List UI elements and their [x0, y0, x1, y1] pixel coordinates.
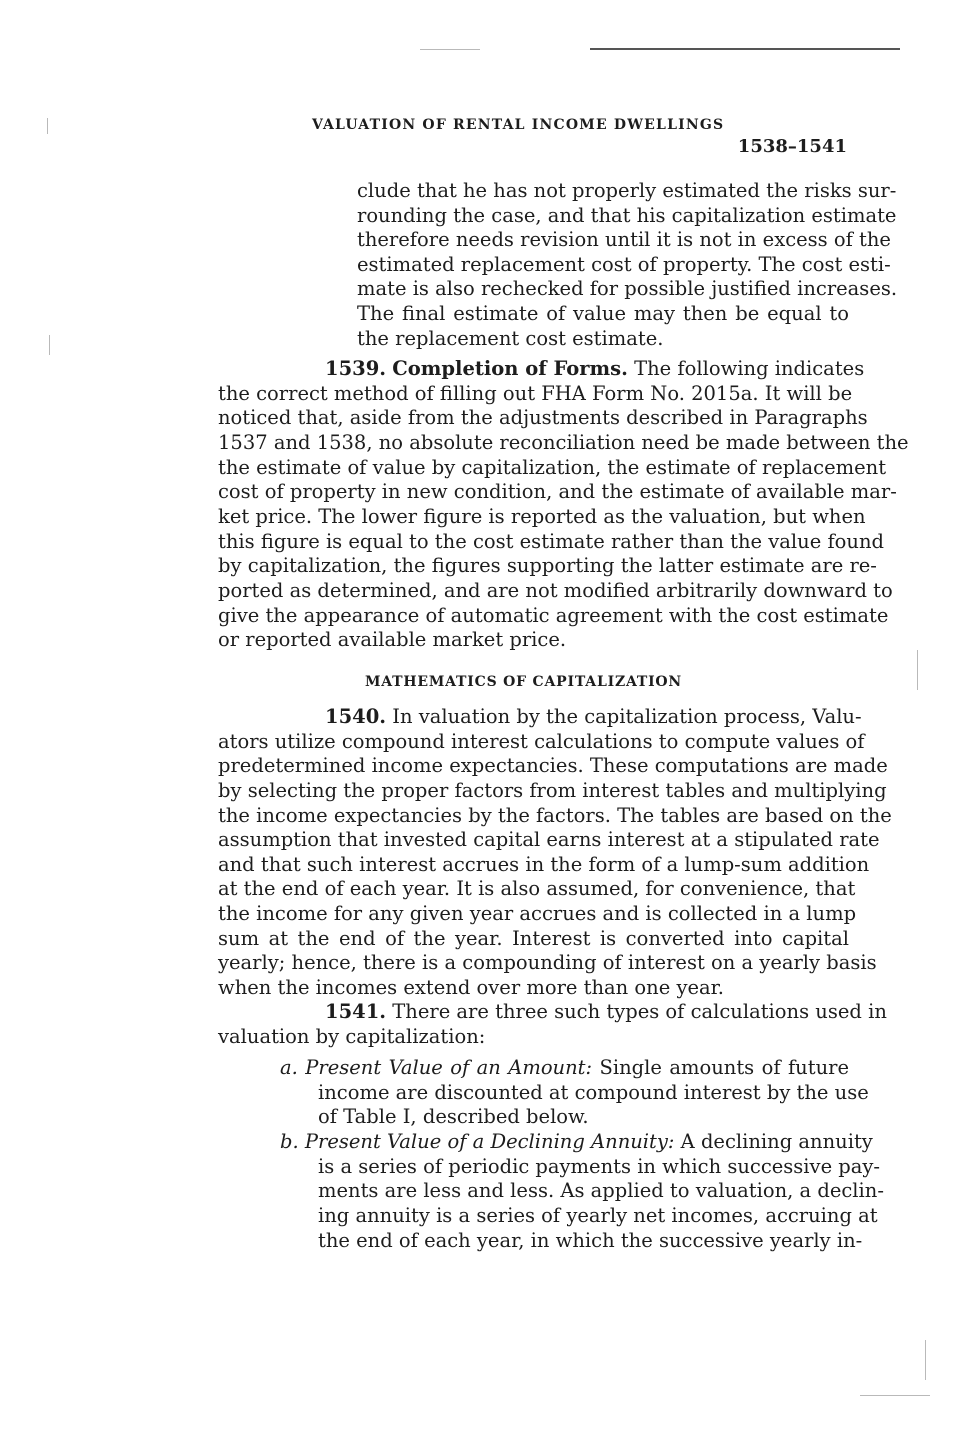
text-line: of Table I, described below. — [318, 1105, 589, 1128]
para-1539-first-line — [325, 357, 865, 381]
text-line: ket price. The lower figure is reported as the valuation, but when — [218, 505, 866, 528]
text-line: by capitalization, the figures supporting the latter estimate are re- — [218, 554, 877, 577]
text-fragment: A declining annuity — [680, 1130, 873, 1153]
page-range: 1538–1541 — [737, 136, 847, 157]
text-line: cost of property in new condition, and the estimate of available mar- — [218, 480, 897, 503]
text-line: when the incomes extend over more than one year. — [218, 976, 725, 999]
text-line: assumption that invested capital earns interest at a stipulated rate — [218, 828, 880, 851]
para-number: 1541. — [325, 1000, 387, 1023]
text-line: noticed that, aside from the adjustments described in Paragraphs — [218, 406, 868, 429]
text-line: yearly; hence, there is a compounding of interest on a yearly basis — [218, 951, 877, 974]
item-label: b. — [280, 1130, 299, 1153]
scan-edge-line — [860, 1395, 930, 1396]
section-heading: MATHEMATICS OF CAPITALIZATION — [364, 674, 683, 690]
para-number: 1539. — [325, 357, 387, 380]
text-line: therefore needs revision until it is not in excess of the — [357, 228, 891, 251]
text-line: the end of each year, in which the successive yearly in- — [318, 1229, 863, 1252]
text-line: rounding the case, and that his capitalization estimate — [357, 204, 897, 227]
para-number: 1540. — [325, 705, 387, 728]
scan-margin-line — [47, 118, 48, 134]
text-line: this figure is equal to the cost estimate rather than the value found — [218, 530, 884, 553]
text-line: give the appearance of automatic agreement with the cost estimate — [218, 604, 889, 627]
scan-edge-line — [590, 48, 900, 50]
text-line: estimated replacement cost of property. The cost esti- — [357, 253, 891, 276]
list-item-a-first-line — [280, 1056, 849, 1080]
running-header-title: VALUATION OF RENTAL INCOME DWELLINGS — [312, 117, 725, 133]
text-fragment: Single amounts of future — [599, 1056, 849, 1079]
text-line: ments are less and less. As applied to valuation, a declin- — [318, 1179, 884, 1202]
item-title: Present Value of an Amount: — [305, 1056, 593, 1079]
text-line: ators utilize compound interest calculations to compute values of — [218, 730, 865, 753]
text-line: ported as determined, and are not modified arbitrarily downward to — [218, 579, 893, 602]
item-label: a. — [280, 1056, 298, 1079]
text-line: 1537 and 1538, no absolute reconciliation need be made between the — [218, 431, 909, 454]
text-fragment: In valuation by the capitalization process, Valu- — [392, 705, 862, 728]
item-title: Present Value of a Declining Annuity: — [304, 1130, 675, 1153]
para-1541-first-line — [325, 1000, 887, 1024]
text-line: at the end of each year. It is also assumed, for convenience, that — [218, 877, 856, 900]
text-line: ing annuity is a series of yearly net incomes, accruing at — [318, 1204, 878, 1227]
text-line: the income expectancies by the factors. The tables are based on the — [218, 804, 892, 827]
text-line: or reported available market price. — [218, 628, 567, 651]
para-heading: Completion of Forms. — [392, 357, 628, 380]
text-line: the income for any given year accrues and is collected in a lump — [218, 902, 857, 925]
text-line: mate is also rechecked for possible justified increases. — [357, 277, 898, 300]
text-line: income are discounted at compound interest by the use — [318, 1081, 869, 1104]
text-line: by selecting the proper factors from interest tables and multiplying — [218, 779, 887, 802]
scan-margin-line — [49, 335, 50, 355]
text-line: predetermined income expectancies. These computations are made — [218, 754, 888, 777]
text-fragment: The following indicates — [634, 357, 865, 380]
scan-margin-line — [925, 1340, 926, 1380]
scan-edge-line — [420, 49, 480, 50]
text-line: the correct method of filling out FHA Form No. 2015a. It will be — [218, 382, 853, 405]
text-fragment: There are three such types of calculations used in — [392, 1000, 887, 1023]
text-line: the replacement cost estimate. — [357, 327, 664, 350]
text-line: sum at the end of the year. Interest is converted into capital — [218, 927, 849, 950]
text-line: and that such interest accrues in the form of a lump-sum addition — [218, 853, 870, 876]
text-line: the estimate of value by capitalization, the estimate of replacement — [218, 456, 887, 479]
para-1540-first-line — [325, 705, 862, 729]
text-line: The final estimate of value may then be equal to — [357, 302, 849, 325]
text-line: valuation by capitalization: — [218, 1025, 486, 1048]
text-line: is a series of periodic payments in which successive pay- — [318, 1155, 881, 1178]
text-line: clude that he has not properly estimated the risks sur- — [357, 179, 897, 202]
list-item-b-first-line — [280, 1130, 873, 1154]
